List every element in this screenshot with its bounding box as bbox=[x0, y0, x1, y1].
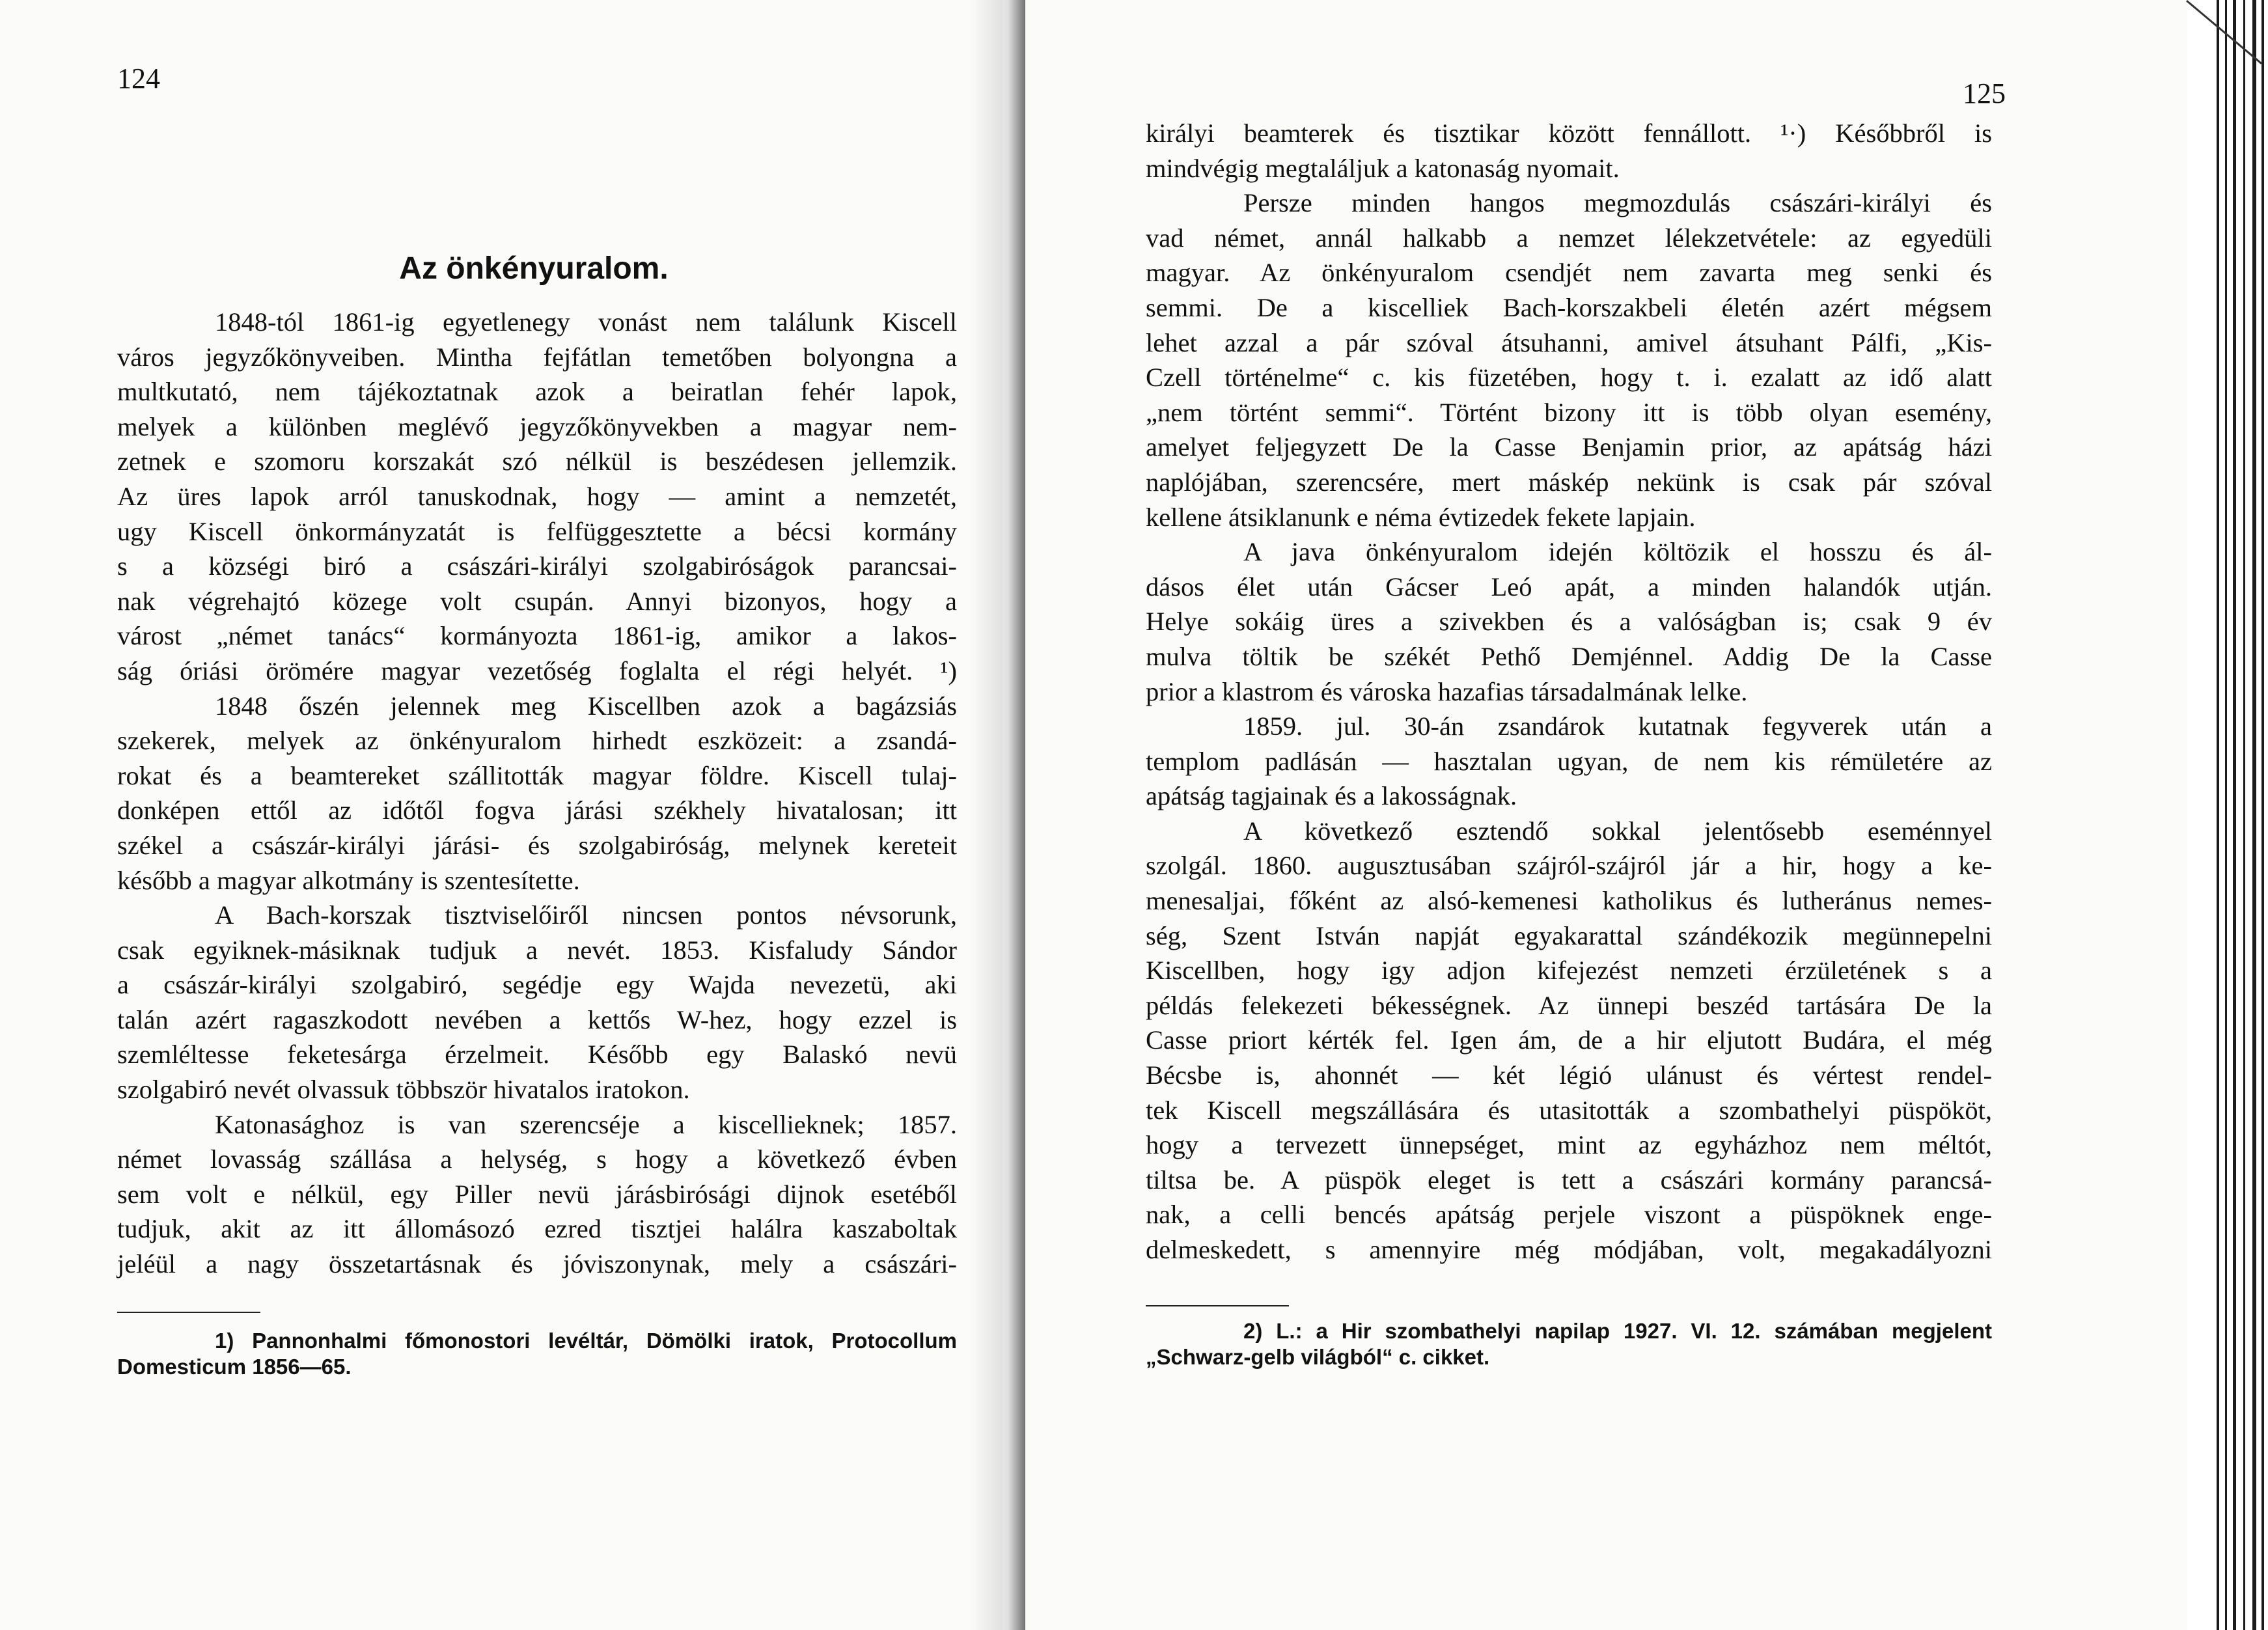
text-line: jeléül a nagy összetartásnak és jóviszonynak, mely a császári- bbox=[117, 1249, 957, 1279]
text-line: menesaljai, főként az alsó-kemenesi katholikus és lutheránus nemes- bbox=[1146, 886, 1992, 916]
text-line: székel a császár-királyi járási- és szolgabiróság, melynek kereteit bbox=[117, 830, 957, 860]
text-line: kellene átsiklanunk e néma évtizedek fekete lapjain. bbox=[1146, 502, 1696, 532]
text-line: német lovasság szállása a helység, s hogy a következő évben bbox=[117, 1144, 957, 1174]
text-line: prior a klastrom és városka hazafias társadalmának lelke. bbox=[1146, 676, 1748, 706]
text-line: szekerek, melyek az önkényuralom hirhedt eszközeit: a zsandá- bbox=[117, 726, 957, 756]
text-line: királyi beamterek és tisztikar között fennállott. ¹·) Későbbről is bbox=[1146, 118, 1992, 148]
body-text bbox=[117, 305, 957, 1282]
text-line: tudjuk, akit az itt állomásozó ezred tisztjei halálra kaszaboltak bbox=[117, 1214, 957, 1244]
footnotes bbox=[1146, 1318, 1992, 1370]
text-line: a császár-királyi szolgabiró, segédje egy Wajda nevezetü, aki bbox=[117, 970, 957, 1000]
text-line: dásos élet után Gácser Leó apát, a minden halandók utján. bbox=[1146, 572, 1992, 601]
text-line: mindvégig megtaláljuk a katonaság nyomait. bbox=[1146, 153, 1620, 183]
text-line: város jegyzőkönyveiben. Mintha fejfátlan temetőben bolyongna a bbox=[117, 342, 957, 372]
page-edge-line bbox=[2252, 0, 2256, 1630]
text-line: ugy Kiscell önkormányzatát is felfüggesztette a bécsi kormány bbox=[117, 516, 957, 546]
text-line: Casse priort kérték fel. Igen ám, de a hir eljutott Budára, el még bbox=[1146, 1025, 1992, 1055]
text-line: „nem történt semmi“. Történt bizony itt is több olyan esemény, bbox=[1146, 397, 1992, 427]
text-line: vad német, annál halkabb a nemzet lélekzetvétele: az egyedüli bbox=[1146, 223, 1992, 253]
page-edge-line bbox=[2225, 0, 2227, 1630]
text-line: Az üres lapok arról tanuskodnak, hogy — amint a nemzetét, bbox=[117, 481, 957, 511]
left-page bbox=[0, 0, 1003, 1630]
text-line: rokat és a beamtereket szállitották magyar földre. Kiscell tulaj- bbox=[117, 760, 957, 790]
text-line: A java önkényuralom idején költözik el hosszu és ál- bbox=[1243, 537, 1992, 567]
text-line: semmi. De a kiscelliek Bach-korszakbeli életén azért mégsem bbox=[1146, 292, 1992, 322]
text-line: később a magyar alkotmány is szentesítette. bbox=[117, 865, 580, 895]
text-line: 1848-tól 1861-ig egyetlenegy vonást nem találunk Kiscell bbox=[215, 307, 957, 337]
text-line: Katonasághoz is van szerencséje a kiscellieknek; 1857. bbox=[215, 1109, 957, 1139]
right-page bbox=[1025, 0, 2191, 1630]
text-line: csak egyiknek-másiknak tudjuk a nevét. 1853. Kisfaludy Sándor bbox=[117, 935, 957, 965]
text-line: A következő esztendő sokkal jelentősebb eseménnyel bbox=[1243, 816, 1992, 846]
text-line: tek Kiscell megszállására és utasitották a szombathelyi püspököt, bbox=[1146, 1095, 1992, 1125]
text-line: Domesticum 1856—65. bbox=[117, 1355, 352, 1379]
text-line: A Bach-korszak tisztviselőiről nincsen pontos névsorunk, bbox=[215, 900, 957, 930]
text-line: Persze minden hangos megmozdulás császári-királyi és bbox=[1243, 188, 1992, 218]
page-edge-line bbox=[2261, 0, 2264, 1630]
text-line: 1859. jul. 30-án zsandárok kutatnak fegyverek után a bbox=[1243, 711, 1992, 741]
text-line: multkutató, nem tájékoztatnak azok a beiratlan fehér lapok, bbox=[117, 377, 957, 407]
text-line: zetnek e szomoru korszakát szó nélkül is beszédesen jellemzik. bbox=[117, 447, 957, 477]
text-line: 1848 őszén jelennek meg Kiscellben azok a bagázsiás bbox=[215, 691, 957, 721]
text-line: amelyet feljegyzett De la Casse Benjamin prior, az apátság házi bbox=[1146, 432, 1992, 462]
text-line: példás felekezeti békességnek. Az ünnepi beszéd tartására De la bbox=[1146, 990, 1992, 1020]
text-line: melyek a különben meglévő jegyzőkönyvekben a magyar nem- bbox=[117, 411, 957, 441]
text-line: templom padlásán — hasztalan ugyan, de nem kis rémületére az bbox=[1146, 746, 1992, 776]
text-line: Kiscellben, hogy igy adjon kifejezést nemzeti érzületének s a bbox=[1146, 956, 1992, 986]
text-line: magyar. Az önkényuralom csendjét nem zavarta meg senki és bbox=[1146, 258, 1992, 288]
page-edge-line bbox=[2217, 0, 2219, 1630]
text-line: szolgál. 1860. augusztusában szájról-szájról jár a hir, hogy a ke- bbox=[1146, 851, 1992, 881]
footnotes bbox=[117, 1328, 957, 1380]
page-number: 125 bbox=[1963, 77, 2006, 109]
text-line: szolgabiró nevét olvassuk többször hivatalos iratokon. bbox=[117, 1075, 690, 1105]
text-line: Helye sokáig üres a szivekben és a valóságban is; csak 9 év bbox=[1146, 607, 1992, 637]
text-line: nak, a celli bencés apátság perjele viszont a püspöknek enge- bbox=[1146, 1200, 1992, 1230]
text-line: szemléltesse feketesárga érzelmeit. Később egy Balaskó nevü bbox=[117, 1040, 957, 1070]
text-line: sem volt e nélkül, egy Piller nevü járásbirósági dijnok esetéből bbox=[117, 1179, 957, 1209]
body-text bbox=[1146, 116, 1992, 1267]
text-line: „Schwarz-gelb világból“ c. cikket. bbox=[1146, 1345, 1490, 1369]
page-number: 124 bbox=[117, 62, 160, 94]
text-line: mulva töltik be székét Pethő Demjénnel. Addig De la Casse bbox=[1146, 641, 1992, 671]
text-line: Bécsbe is, ahonnét — két légió ulánust és vértest rendel- bbox=[1146, 1060, 1992, 1090]
text-line: donképen ettől az időtől fogva járási székhely hivatalosan; itt bbox=[117, 795, 957, 825]
text-line: talán azért ragaszkodott nevében a kettős W-hez, hogy ezzel is bbox=[117, 1004, 957, 1034]
text-line: delmeskedett, s amennyire még módjában, volt, megakadályozni bbox=[1146, 1235, 1992, 1264]
text-line: Czell történelme“ c. kis füzetében, hogy t. i. ezalatt az idő alatt bbox=[1146, 363, 1992, 393]
page-edge-line bbox=[2243, 0, 2245, 1630]
text-line: tiltsa be. A püspök eleget is tett a császári kormány parancsá- bbox=[1146, 1165, 1992, 1195]
chapter-title: Az önkényuralom. bbox=[399, 251, 669, 286]
footnote-divider bbox=[117, 1312, 260, 1313]
text-line: lehet azzal a pár szóval átsuhanni, amivel átsuhant Pálfi, „Kis- bbox=[1146, 327, 1992, 357]
page-edge-line bbox=[2233, 0, 2236, 1630]
text-line: 1) Pannonhalmi főmonostori levéltár, Dömölki iratok, Protocollum bbox=[215, 1329, 957, 1353]
text-line: s a községi biró a császári-királyi szolgabiróságok parancsai- bbox=[117, 551, 957, 581]
footnote-divider bbox=[1146, 1305, 1289, 1306]
text-line: nak végrehajtó közege volt csupán. Annyi bizonyos, hogy a bbox=[117, 586, 957, 616]
text-line: ség, Szent István napját egyakarattal szándékozik megünnepelni bbox=[1146, 920, 1992, 950]
text-line: apátság tagjainak és a lakosságnak. bbox=[1146, 781, 1517, 811]
text-line: ság óriási örömére magyar vezetőség foglalta el régi helyét. ¹) bbox=[117, 656, 957, 685]
text-line: hogy a tervezett ünnepséget, mint az egyházhoz nem méltót, bbox=[1146, 1130, 1992, 1160]
text-line: 2) L.: a Hir szombathelyi napilap 1927. VI. 12. számában megjelent bbox=[1243, 1319, 1992, 1343]
text-line: várost „német tanács“ kormányozta 1861-ig, amikor a lakos- bbox=[117, 621, 957, 651]
text-line: naplójában, szerencsére, mert máskép nekünk is csak pár szóval bbox=[1146, 467, 1992, 497]
